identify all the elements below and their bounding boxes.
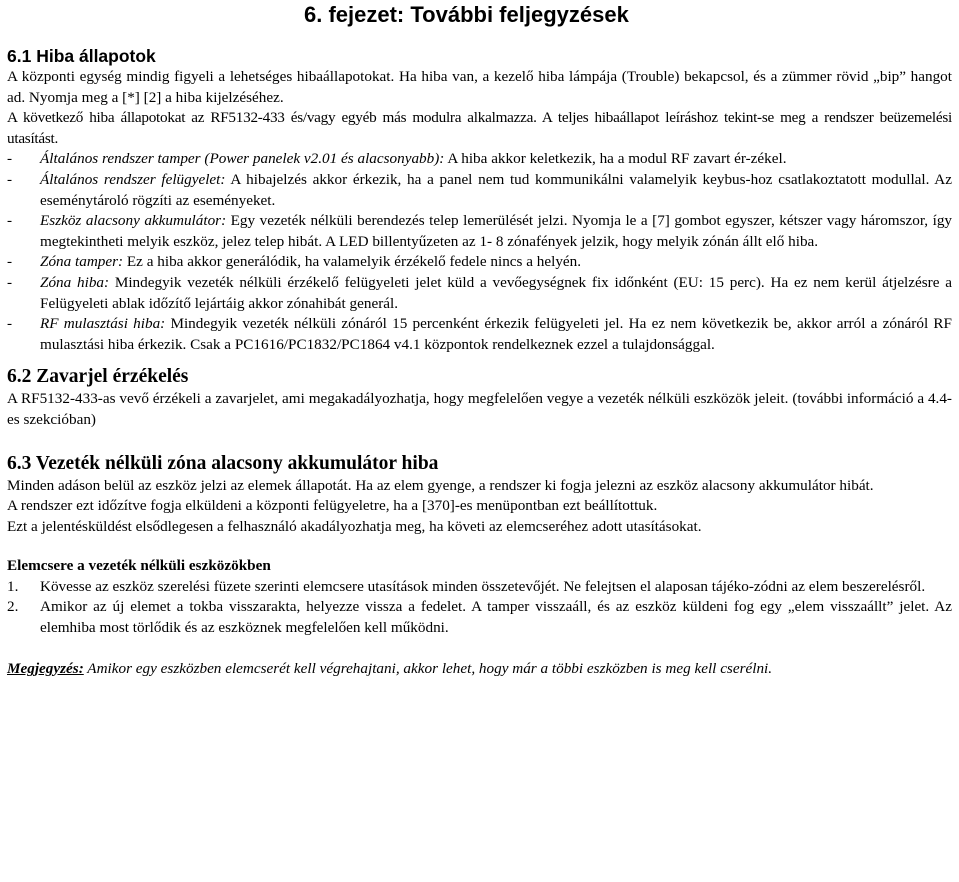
list-dash: - xyxy=(7,170,13,188)
list-item xyxy=(7,170,952,211)
battery-replacement-steps xyxy=(7,577,952,639)
list-item xyxy=(7,252,952,273)
section-6-3-paragraph-3: Ezt a jelentésküldést elsődlegesen a felhasználó akadályozhatja meg, ha követi az elemcseréhez adott utasításokat. xyxy=(7,517,702,535)
trouble-conditions-list xyxy=(7,149,952,355)
list-item-term: Eszköz alacsony akkumulátor: xyxy=(40,212,227,230)
section-heading-6-2: 6.2 Zavarjel érzékelés xyxy=(7,366,189,388)
list-item-text: A hibajelzés akkor érkezik, ha a panel nem tud kommunikálni valamelyik keybus-hoz csatlakoztatott modullal. Az eseménytároló rögzíti az eseményeket. xyxy=(40,170,953,209)
list-dash: - xyxy=(7,212,13,230)
list-item xyxy=(7,597,952,638)
list-item xyxy=(7,314,952,355)
list-item-text: Mindegyik vezeték nélküli érzékelő felügyeleti jelet küld a vevőegységnek fix időnként (EU: 15 perc). Ha ez nem kerül átjelzésre a Felügyeleti ablak időzítő lejártáig akkor zónahibát generál. xyxy=(40,273,952,312)
section-6-3-paragraph-2: A rendszer ezt időzítve fogja elküldeni a központi felügyeletre, ha a [370]-es menüpontban ezt beállítottuk. xyxy=(7,497,658,515)
list-item xyxy=(7,273,952,314)
list-item-text: A hiba akkor keletkezik, ha a modul RF zavart ér-zékel. xyxy=(444,150,787,168)
list-item-term: Zóna tamper: xyxy=(40,253,124,271)
chapter-title: 6. fejezet: További feljegyzések xyxy=(304,2,629,27)
list-item-term: RF mulasztási hiba: xyxy=(40,315,166,333)
battery-replacement-subheading: Elemcsere a vezeték nélküli eszközökben xyxy=(7,557,271,575)
section-6-1-paragraph-1: A központi egység mindig figyeli a lehetséges hibaállapotokat. Ha hiba van, a kezelő hiba lámpája (Trouble) bekapcsol, és a zümmer rövid „bip” hangot ad. Nyomja meg a [*] [2] a hiba kijelzéséhez. xyxy=(7,68,952,106)
list-item-text: Ez a hiba akkor generálódik, ha valamelyik érzékelő fedele nincs a helyén. xyxy=(123,253,582,271)
section-6-1-paragraph-2: A következő hiba állapotokat az RF5132-433 és/vagy egyéb más modulra alkalmazza. A teljes hibaállapot leíráshoz tekint-se meg a rendszer beüzemelési utasítást. xyxy=(7,109,952,147)
step-text: Amikor az új elemet a tokba visszarakta, helyezze vissza a fedelet. A tamper visszaáll, és az eszköz küldeni fog egy „elem visszaállt” jelet. Az elemhiba most törlődik és az eszköznek megfelelően kell működni. xyxy=(40,598,952,637)
list-dash: - xyxy=(7,253,13,271)
section-6-3-paragraph-1: Minden adáson belül az eszköz jelzi az elemek állapotát. Ha az elem gyenge, a rendszer ki fogja jelezni az eszköz alacsony akkumulátor hibát. xyxy=(7,476,874,494)
section-6-2-paragraph: A RF5132-433-as vevő érzékeli a zavarjelet, ami megakadályozhatja, hogy megfelelően vegye a vezeték nélküli eszközök jeleit. (további információ a 4.4-es szekcióban) xyxy=(7,390,952,428)
step-text: Kövesse az eszköz szerelési füzete szerinti elemcsere utasítások minden összetevőjét. Ne felejtsen el alaposan tájéko-zódni az elem beszerelésről. xyxy=(40,577,926,595)
list-dash: - xyxy=(7,315,13,333)
section-heading-6-1: 6.1 Hiba állapotok xyxy=(7,46,156,66)
list-item-term: Általános rendszer tamper (Power panelek v2.01 és alacsonyabb): xyxy=(40,150,445,168)
list-dash: - xyxy=(7,150,13,168)
list-item-term: Zóna hiba: xyxy=(40,273,110,291)
list-item xyxy=(7,149,952,170)
list-item xyxy=(7,211,952,252)
list-item xyxy=(7,577,952,598)
section-heading-6-3: 6.3 Vezeték nélküli zóna alacsony akkumulátor hiba xyxy=(7,452,439,474)
note-text: Amikor egy eszközben elemcserét kell végrehajtani, akkor lehet, hogy már a többi eszközben is meg kell cserélni. xyxy=(83,659,773,677)
step-number: 1. xyxy=(7,577,19,595)
list-item-term: Általános rendszer felügyelet: xyxy=(40,170,226,188)
list-item-text: Mindegyik vezeték nélküli zónáról 15 percenként érkezik felügyeleti jel. Ha ez nem következik be, akkor arról a zónáról RF mulasztási hiba érkezik. Csak a PC1616/PC1832/PC1864 v4.1 központok rendelkeznek ezzel a tulajdonsággal. xyxy=(40,315,952,353)
list-dash: - xyxy=(7,273,13,291)
step-number: 2. xyxy=(7,598,19,616)
note-paragraph xyxy=(7,659,952,680)
list-item-text: Egy vezeték nélküli berendezés telep lemerülését jelzi. Nyomja le a [7] gombot egyszer, kétszer vagy háromszor, így megtekintheti melyik eszköz, jelez telep hibát. A LED billentyűzeten az 1- 8 zónafények jelzik, hogy melyik zónán állt elő hiba. xyxy=(40,212,953,250)
note-label: Megjegyzés: xyxy=(7,659,84,677)
